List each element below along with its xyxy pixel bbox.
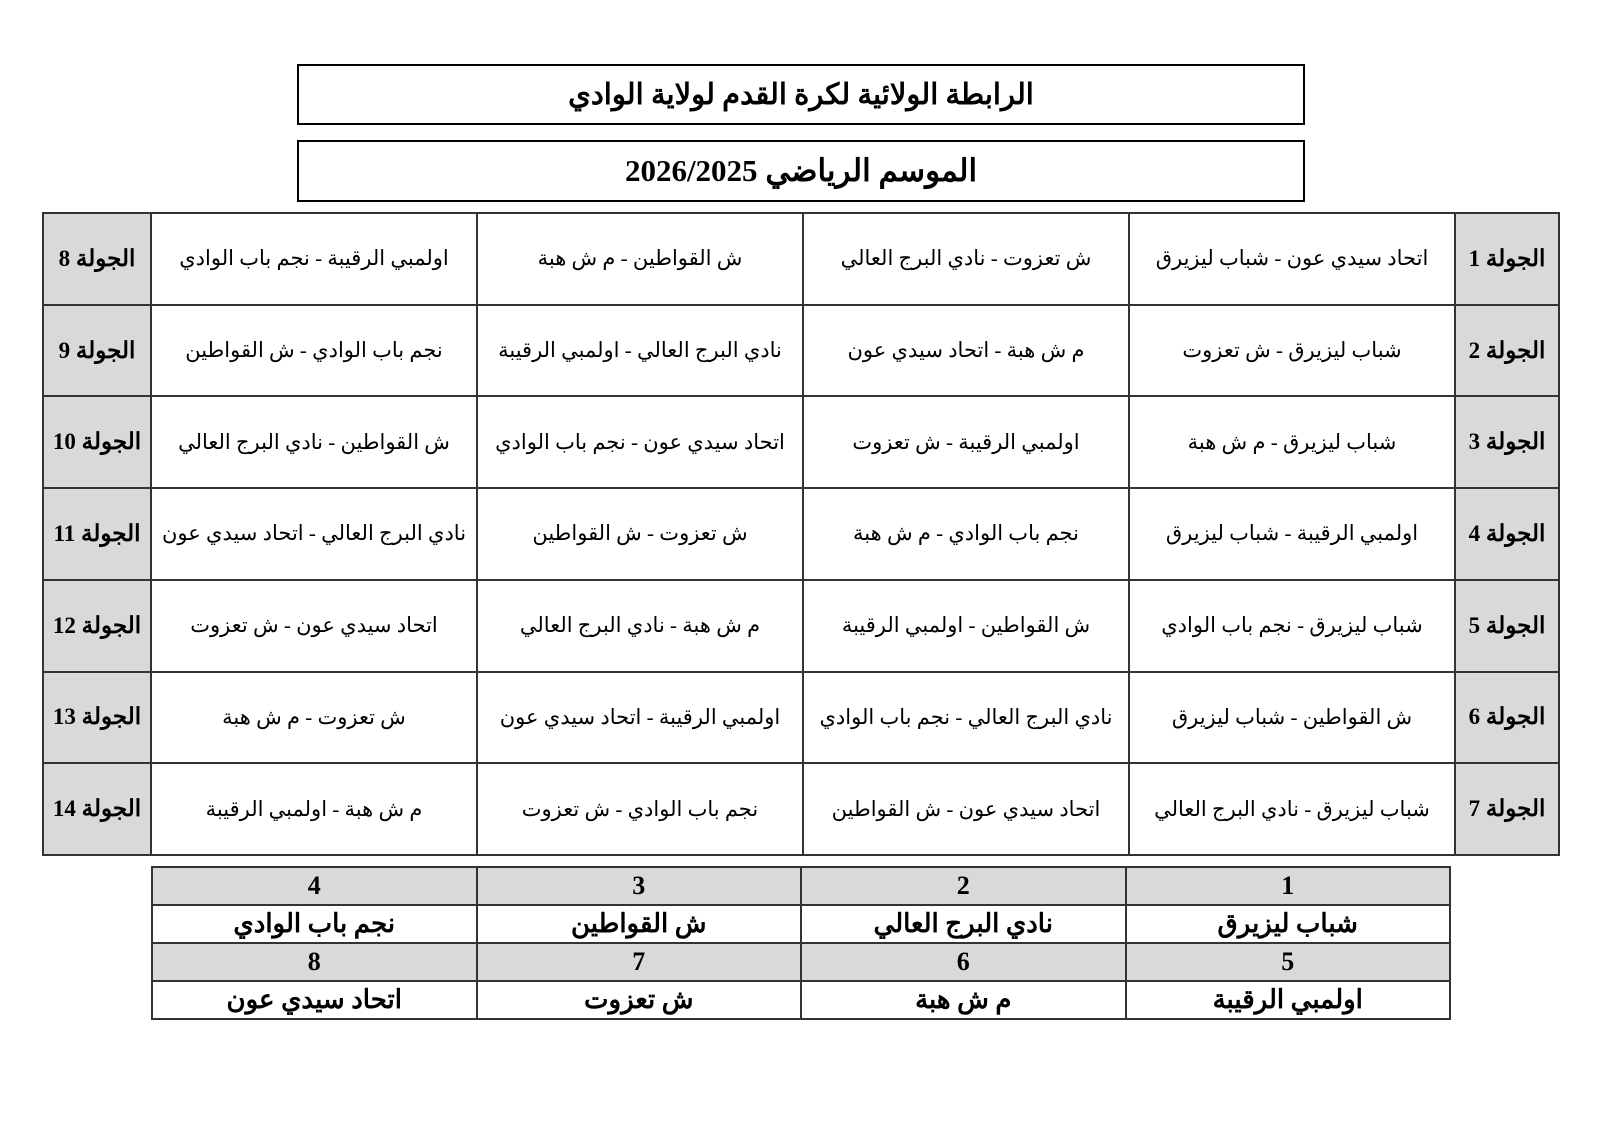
round-label: الجولة 11 — [43, 488, 151, 580]
match-cell: اتحاد سيدي عون - ش تعزوت — [151, 580, 477, 672]
team-name: م ش هبة — [801, 981, 1126, 1019]
schedule-row — [43, 213, 1559, 305]
team-name: ش القواطين — [477, 905, 802, 943]
round-label: الجولة 13 — [43, 672, 151, 764]
match-cell: اتحاد سيدي عون - نجم باب الوادي — [477, 396, 803, 488]
team-name: نادي البرج العالي — [801, 905, 1126, 943]
round-label: الجولة 3 — [1455, 396, 1559, 488]
team-number: 1 — [1126, 867, 1451, 905]
match-cell: نادي البرج العالي - اتحاد سيدي عون — [151, 488, 477, 580]
team-name: اتحاد سيدي عون — [152, 981, 477, 1019]
match-cell: ش تعزوت - م ش هبة — [151, 672, 477, 764]
match-cell: شباب ليزيرق - نادي البرج العالي — [1129, 763, 1455, 855]
match-cell: ش القواطين - م ش هبة — [477, 213, 803, 305]
team-number: 4 — [152, 867, 477, 905]
match-cell: ش تعزوت - ش القواطين — [477, 488, 803, 580]
team-name: شباب ليزيرق — [1126, 905, 1451, 943]
match-cell: نادي البرج العالي - اولمبي الرقيبة — [477, 305, 803, 397]
team-number: 6 — [801, 943, 1126, 981]
match-cell: نجم باب الوادي - ش تعزوت — [477, 763, 803, 855]
season-title: الموسم الرياضي 2026/2025 — [297, 140, 1305, 202]
team-number-row — [152, 943, 1450, 981]
schedule-row — [43, 305, 1559, 397]
match-cell: ش القواطين - شباب ليزيرق — [1129, 672, 1455, 764]
team-name-row — [152, 905, 1450, 943]
round-label: الجولة 9 — [43, 305, 151, 397]
round-label: الجولة 12 — [43, 580, 151, 672]
round-label: الجولة 4 — [1455, 488, 1559, 580]
team-number-row — [152, 867, 1450, 905]
schedule-row — [43, 488, 1559, 580]
match-cell: شباب ليزيرق - ش تعزوت — [1129, 305, 1455, 397]
round-label: الجولة 2 — [1455, 305, 1559, 397]
match-cell: نجم باب الوادي - ش القواطين — [151, 305, 477, 397]
round-label: الجولة 1 — [1455, 213, 1559, 305]
team-number: 2 — [801, 867, 1126, 905]
team-name: ش تعزوت — [477, 981, 802, 1019]
match-cell: م ش هبة - نادي البرج العالي — [477, 580, 803, 672]
match-cell: اولمبي الرقيبة - اتحاد سيدي عون — [477, 672, 803, 764]
match-cell: ش تعزوت - نادي البرج العالي — [803, 213, 1129, 305]
match-cell: ش القواطين - اولمبي الرقيبة — [803, 580, 1129, 672]
match-cell: اولمبي الرقيبة - نجم باب الوادي — [151, 213, 477, 305]
match-cell: م ش هبة - اولمبي الرقيبة — [151, 763, 477, 855]
match-cell: اتحاد سيدي عون - شباب ليزيرق — [1129, 213, 1455, 305]
team-name: نجم باب الوادي — [152, 905, 477, 943]
match-cell: م ش هبة - اتحاد سيدي عون — [803, 305, 1129, 397]
match-cell: شباب ليزيرق - نجم باب الوادي — [1129, 580, 1455, 672]
round-label: الجولة 14 — [43, 763, 151, 855]
schedule-row — [43, 672, 1559, 764]
match-schedule-table — [42, 212, 1560, 856]
team-name-row — [152, 981, 1450, 1019]
round-label: الجولة 7 — [1455, 763, 1559, 855]
league-title: الرابطة الولائية لكرة القدم لولاية الوادي — [297, 64, 1305, 125]
match-cell: اولمبي الرقيبة - ش تعزوت — [803, 396, 1129, 488]
team-number: 7 — [477, 943, 802, 981]
match-cell: اولمبي الرقيبة - شباب ليزيرق — [1129, 488, 1455, 580]
team-name: اولمبي الرقيبة — [1126, 981, 1451, 1019]
team-number: 5 — [1126, 943, 1451, 981]
team-number: 3 — [477, 867, 802, 905]
schedule-row — [43, 396, 1559, 488]
round-label: الجولة 5 — [1455, 580, 1559, 672]
round-label: الجولة 8 — [43, 213, 151, 305]
teams-table — [151, 866, 1451, 1020]
match-cell: اتحاد سيدي عون - ش القواطين — [803, 763, 1129, 855]
match-cell: نادي البرج العالي - نجم باب الوادي — [803, 672, 1129, 764]
round-label: الجولة 6 — [1455, 672, 1559, 764]
match-cell: ش القواطين - نادي البرج العالي — [151, 396, 477, 488]
schedule-row — [43, 763, 1559, 855]
match-cell: نجم باب الوادي - م ش هبة — [803, 488, 1129, 580]
match-cell: شباب ليزيرق - م ش هبة — [1129, 396, 1455, 488]
round-label: الجولة 10 — [43, 396, 151, 488]
schedule-row — [43, 580, 1559, 672]
team-number: 8 — [152, 943, 477, 981]
